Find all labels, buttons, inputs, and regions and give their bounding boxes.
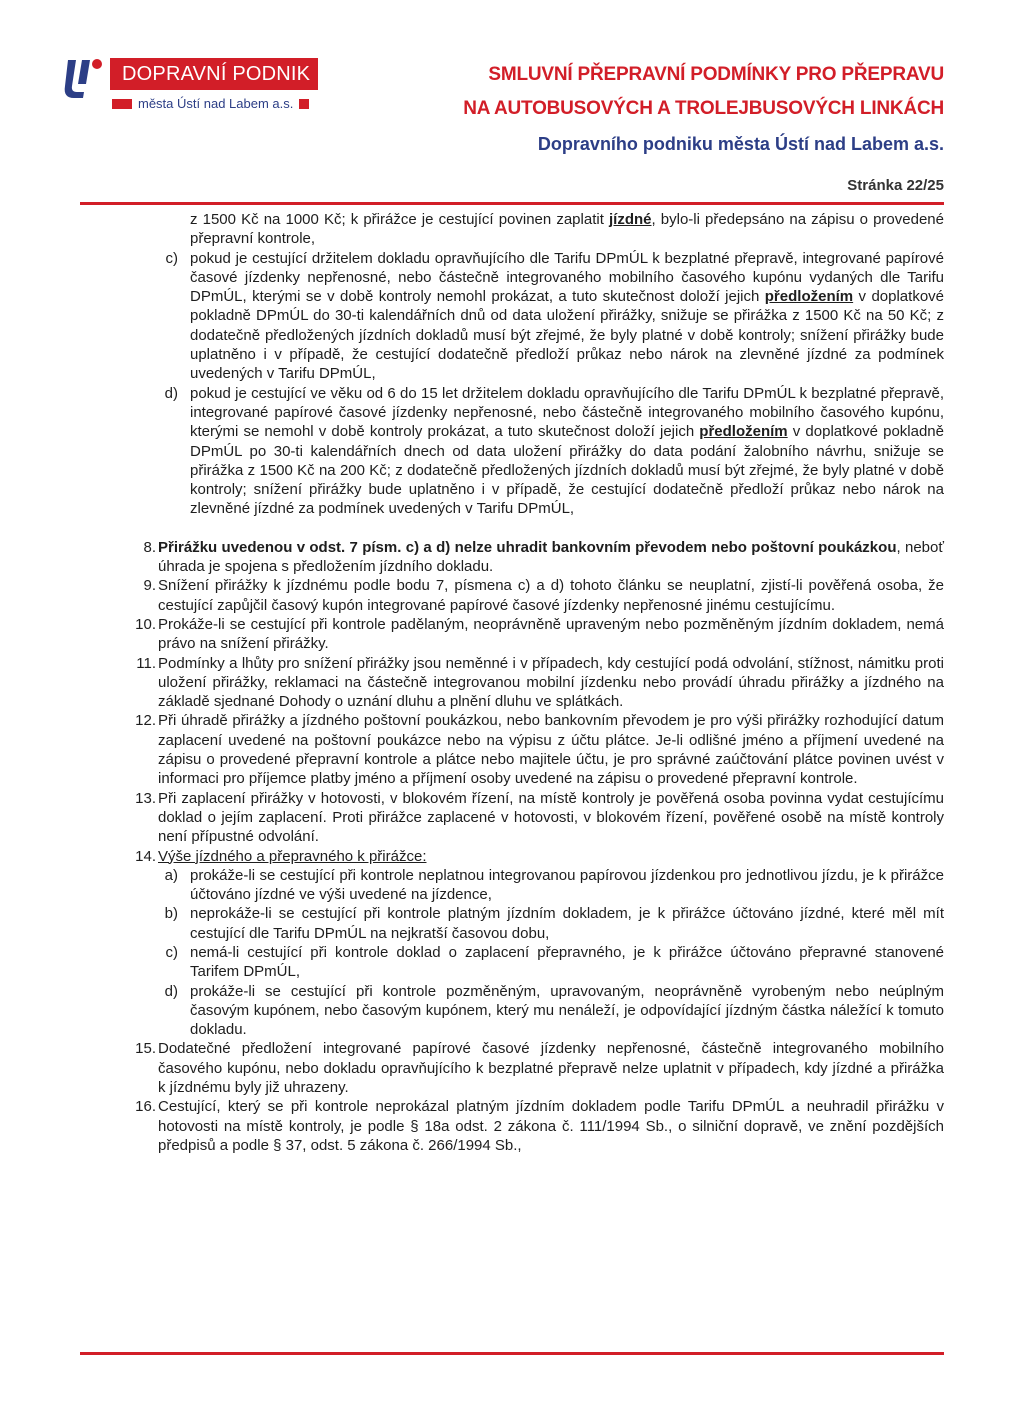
list-item-7c: c) pokud je cestující držitelem dokladu opravňujícího dle Tarifu DPmÚL k bezplatné přepravě, integrované papírové časové jízdenky nepřenosné, nebo částečně integrovaného mobilního časového kupónu vydaných dle Tarifu DPmÚL, kterými se v době kontroly nemohl prokázat, a tuto skutečnost doloží jejich předložením v doplatkové pokladně DPmÚL do 30-ti kalendářních dnů od data uložení přirážky, snižuje se přirážka z 1500 Kč na 50 Kč; z dodatečně předložených jízdních dokladů musí být zřejmé, že byly platné v době kontroly; snížení přirážky bude uplatněno i v případě, že cestující dodatečně předloží průkaz nebo nárok na zlevněné jízdné za podmínek uvedených v Tarifu DPmÚL, <box>126 249 944 384</box>
doc-title-line3: Dopravního podniku města Ústí nad Labem a.s. <box>537 134 944 154</box>
list-item-13: 13. Při zaplacení přirážky v hotovosti, v blokovém řízení, na místě kontroly je pověřená osoba povinna vydat cestujícímu doklad o jejím zaplacení. Proti přirážce zaplacené v hotovosti, v blokovém řízení, pověřené osobě na místě kontroly není přípustné odvolání. <box>126 789 944 847</box>
list-marker: c) <box>165 249 178 267</box>
logo-mark-icon <box>62 56 104 104</box>
list-item-10: 10. Prokáže-li se cestující při kontrole padělaným, neoprávněně upraveným nebo pozměněným jízdním dokladem, nemá právo na snížení přirážky. <box>126 615 944 654</box>
continued-paragraph: z 1500 Kč na 1000 Kč; k přirážce je cestující povinen zaplatit jízdné, bylo-li předepsáno na zápisu o provedené přepravní kontrole, <box>190 211 944 248</box>
list-marker: b) <box>164 905 178 923</box>
list-marker: 10. <box>135 615 156 633</box>
list-item-8: 8. Přirážku uvedenou v odst. 7 písm. c) a d) nelze uhradit bankovním převodem nebo poštovní poukázkou, neboť úhrada je spojena s předložením jízdního dokladu. <box>126 538 944 577</box>
list-marker: c) <box>165 943 178 961</box>
list-item-12: 12. Při úhradě přirážky a jízdného poštovní poukázkou, nebo bankovním převodem je pro výši přirážky rozhodující datum zaplacení uvedené na poštovní poukázce nebo na výpisu z účtu plátce. Je-li odlišné jméno a příjmení uvedené na zápisu o provedené přepravní kontrole a plátce nebo majitele účtu, je pro správné zaúčtování plátce povinen uvést v informaci pro příjemce platby jméno a příjmení osoby uvedené na zápisu o provedené přepravní kontrole. <box>126 711 944 788</box>
page-number: Stránka 22/25 <box>847 177 944 194</box>
list-marker: 16. <box>135 1098 156 1116</box>
list-item-15: 15. Dodatečné předložení integrované papírové časové jízdenky nepřenosné, částečně integrovaného mobilního časového kupónu, nebo dokladu opravňujícího k bezplatné přepravě nelze uplatnit v případech, kdy jízdné a přirážka k jízdnému byly již uhrazeny. <box>126 1039 944 1097</box>
list-item-11: 11. Podmínky a lhůty pro snížení přirážky jsou neměnné i v případech, kdy cestující podá odvolání, stížnost, námitku proti uložení přirážky, reklamaci na částečně integrovanou mobilní jízdenku nebo provádí úhradu přirážky a jízdného na základě sjednané Dohody o uznání dluhu a plnění dluhu ve splátkách. <box>126 654 944 712</box>
doc-title-line2: NA AUTOBUSOVÝCH A TROLEJBUSOVÝCH LINKÁCH <box>463 98 944 119</box>
list-marker: 11. <box>136 654 156 672</box>
list-heading: Výše jízdného a přepravného k přirážce: <box>158 847 427 865</box>
list-item-16: 16. Cestující, který se při kontrole neprokázal platným jízdním dokladem podle Tarifu DPmÚL a neuhradil přirážku v hotovosti na místě kontroly, je podle § 18a odst. 2 zákona č. 111/1994 Sb., o silniční dopravě, ve znění pozdějších předpisů a podle § 37, odst. 5 zákona č. 266/1994 Sb., <box>126 1097 944 1155</box>
document-body <box>126 210 944 1155</box>
list-marker: a) <box>164 866 178 884</box>
list-marker: 12. <box>135 712 156 730</box>
list-marker: 9. <box>143 577 156 595</box>
list-item-9: 9. Snížení přirážky k jízdnému podle bodu 7, písmena c) a d) tohoto článku se neuplatní, zjistí-li pověřená osoba, že cestující zapůjčil časový kupón integrované papírové časové jízdenky nepřenosné jinému cestujícímu. <box>126 576 944 615</box>
list-item-14a: a) prokáže-li se cestující při kontrole neplatnou integrovanou papírovou jízdenkou pro jednotlivou jízdu, je k přirážce účtováno jízdné ve výši uvedené na jízdence, <box>126 866 944 905</box>
list-item-14c: c) nemá-li cestující při kontrole doklad o zaplacení přepravného, je k přirážce účtováno přepravné stanovené Tarifem DPmÚL, <box>126 943 944 982</box>
list-marker: 13. <box>135 789 156 807</box>
logo-text: DOPRAVNÍ PODNIK <box>110 58 318 90</box>
list-marker: 14. <box>135 847 156 865</box>
header-rule <box>80 202 944 205</box>
list-item-7d: d) pokud je cestující ve věku od 6 do 15 let držitelem dokladu opravňujícího dle Tarifu DPmÚL k bezplatné přepravě, integrované papírové časové jízdenky nepřenosné, nebo částečně integrovaného mobilního časového kupónu, kterými se nemohl v době kontroly prokázat, a tuto skutečnost doloží jejich předložením v doplatkové pokladně DPmÚL po 30-ti kalendářních dnech od data uložení přirážky do data podání žalobního návrhu, snižuje se přirážka z 1500 Kč na 200 Kč; z dodatečně předložených jízdních dokladů musí být zřejmé, že byly platné v době kontroly; snížení přirážky bude uplatněno i v případě, že cestující dodatečně předloží průkaz nebo nárok na zlevněné jízdné za podmínek uvedených v Tarifu DPmÚL, <box>126 384 944 519</box>
list-marker: 15. <box>135 1040 156 1058</box>
footer-rule <box>80 1352 944 1355</box>
doc-title-line1: SMLUVNÍ PŘEPRAVNÍ PODMÍNKY PRO PŘEPRAVU <box>488 64 944 85</box>
logo-subtitle: města Ústí nad Labem a.s. <box>112 94 309 114</box>
list-marker: d) <box>164 982 178 1000</box>
list-marker: d) <box>164 384 178 402</box>
list-item-14d: d) prokáže-li se cestující při kontrole pozměněným, upravovaným, neoprávněně vyrobeným nebo neúplným časovým kupónem, nebo časovým kupónem, který mu nenáleží, je odpovídající jízdným částka náležící k tomuto dokladu. <box>126 982 944 1040</box>
list-item-14 <box>126 847 944 866</box>
list-item-14b: b) neprokáže-li se cestující při kontrole platným jízdním dokladem, je k přirážce účtováno jízdné, které měl mít cestující dle Tarifu DPmÚL na nejkratší časovou dobu, <box>126 904 944 943</box>
list-marker: 8. <box>143 538 156 556</box>
